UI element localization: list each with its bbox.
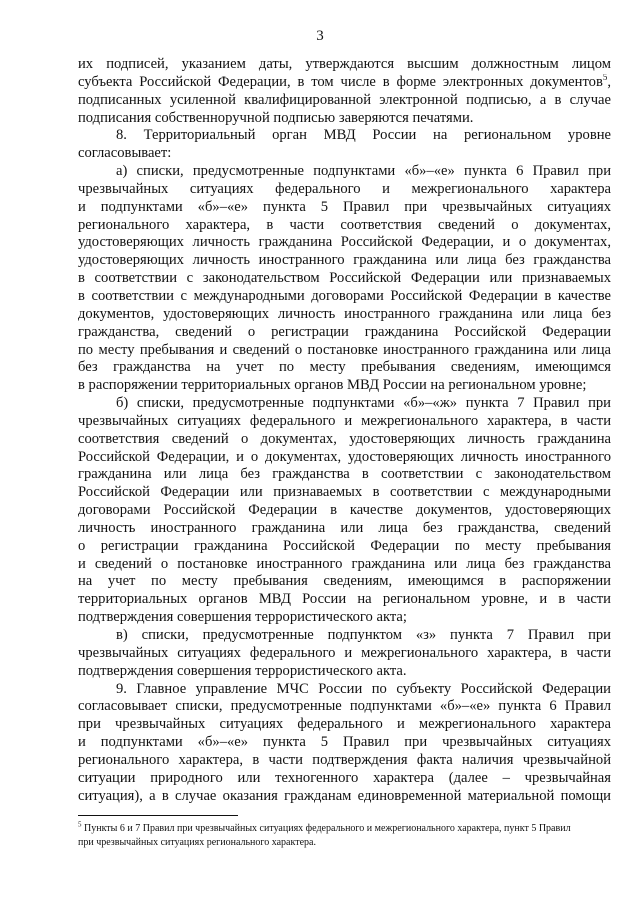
text-line [78,449,611,467]
text-line-content: субъекта Российской Федерации, в том числе в форме электронных документов [78,73,603,90]
text-line-content: чрезвычайных ситуациях федерального и межрегионального характера, в части [78,412,611,429]
text-line [78,110,611,128]
text-line [78,306,611,324]
text-line-content: и подпунктами «б»–«е» пункта 5 Правил при чрезвычайных ситуациях [78,734,611,751]
footnote-line-text: Пункты 6 и 7 Правил при чрезвычайных ситуациях федерального и межрегионального характера, пункт 5 Правил [84,823,571,834]
text-line [78,252,611,270]
text-line-content: в распоряжении территориальных органов МВД России на региональном уровне; [78,377,587,394]
text-line [78,234,611,252]
text-line [78,181,611,199]
text-line-content: договорами Российской Федерации в качестве документов, удостоверяющих [78,502,611,519]
text-line [78,359,611,377]
text-line-content: без гражданства на учет по месту пребывания сведениям, имеющимся [78,359,611,376]
text-line [78,270,611,288]
text-line-content: соответствия сведений о документах, удостоверяющих личность гражданина [78,430,611,447]
text-line-content: 8. Территориальный орган МВД России на региональном уровне [116,127,611,144]
document-body [78,56,611,805]
footnote-mark: 5 [78,820,82,829]
text-line-content: гражданства, сведений о регистрации гражданина Российской Федерации [78,323,611,340]
text-line [78,431,611,449]
text-line [78,502,611,520]
text-line-content: б) списки, предусмотренные подпунктами «б»–«ж» пункта 7 Правил при [116,395,611,412]
text-line-content: согласовывает списки, предусмотренные подпунктами «б»–«е» пункта 6 Правил [78,698,611,715]
text-line [78,484,611,502]
text-line-content: территориальных органов МВД России на региональном уровне, и в части [78,591,611,608]
text-line [78,466,611,484]
text-line [78,324,611,342]
text-line [78,288,611,306]
text-line-content: чрезвычайных ситуациях федерального и межрегионального характера [78,180,611,197]
text-line-content: в соответствии с законодательством Российской Федерации или признаваемых [78,270,611,287]
text-line-content: чрезвычайных ситуациях федерального и межрегионального характера, в части [78,644,611,661]
text-line-content: ситуация), а в случае оказания гражданам единовременной материальной помощи [78,787,611,804]
text-line-content: согласовывает: [78,145,172,162]
text-line [78,645,611,663]
text-line [78,395,611,413]
text-line [78,163,611,181]
text-line-content: по месту пребывания и сведений о постановке иностранного гражданина или лица [78,341,611,358]
text-line-content: на учет по месту пребывания сведениям, имеющимся в распоряжении [78,573,611,590]
text-line-tail: , [607,73,611,90]
text-line-content: удостоверяющих личность иностранного гражданина или лица без гражданства [78,252,611,269]
text-line [78,56,611,74]
text-line-content: подтверждения совершения террористического акта. [78,662,407,679]
text-line [78,770,611,788]
text-line-content: личность иностранного гражданина или лица без гражданства, сведений [78,519,611,536]
text-line [78,681,611,699]
text-line [78,520,611,538]
text-line-content: о регистрации гражданина Российской Федерации по месту пребывания [78,537,611,554]
page-number: 3 [316,28,324,44]
footnote-line [78,822,611,836]
text-line-content: регионального характера, в части подтверждения факта наличия чрезвычайной [78,751,611,768]
text-line [78,145,611,163]
text-line [78,663,611,681]
text-line-content: при чрезвычайных ситуациях федерального и межрегионального характера [78,716,611,733]
text-line [78,342,611,360]
text-line [78,556,611,574]
text-line [78,413,611,431]
text-line [78,199,611,217]
text-line [78,698,611,716]
text-line-content: Российской Федерации или признаваемых в соответствии с международными [78,484,611,501]
text-line-content: в) списки, предусмотренные подпунктом «з» пункта 7 Правил при [116,627,611,643]
text-line [78,716,611,734]
text-line-content: Российской Федерации, и о документах, удостоверяющих личность иностранного [78,448,611,465]
text-line-content: подтверждения совершения террористического акта; [78,609,407,626]
text-line [78,627,611,645]
text-line [78,609,611,627]
text-line-content: и подпунктами «б»–«е» пункта 5 Правил при чрезвычайных ситуациях [78,198,611,215]
text-line [78,734,611,752]
text-line-content: подписания собственноручной подписью заверяются печатями. [78,109,474,126]
text-line [78,788,611,806]
text-line-content: регионального характера, в части соответствия сведений о документах, [78,216,611,233]
text-line [78,573,611,591]
footnote-reference: 5 [602,73,608,82]
text-line-content: 9. Главное управление МЧС России по субъекту Российской Федерации [116,680,611,697]
footnote-divider [78,815,238,816]
text-line-content: ситуации природного или техногенного характера (далее – чрезвычайная [78,769,611,786]
text-line [78,591,611,609]
footnote-line: при чрезвычайных ситуациях регионального характера. [78,837,316,848]
text-line-content: удостоверяющих личность гражданина Российской Федерации, и о документах, [78,234,611,251]
text-line-content: их подписей, указанием даты, утверждаются высшим должностным лицом [78,56,611,72]
text-line-content: а) списки, предусмотренные подпунктами «б»–«е» пункта 6 Правил при [116,163,611,180]
text-line [78,752,611,770]
text-line-content: документов, удостоверяющих личность иностранного гражданина или лица без [78,305,611,322]
text-line [78,217,611,235]
text-line-content: в соответствии с международными договорами Российской Федерации в качестве [78,287,611,304]
text-line [78,92,611,110]
text-line [78,377,611,395]
text-line [78,127,611,145]
text-line [78,538,611,556]
footnote [78,822,611,850]
text-line-content: подписанных усиленной квалифицированной электронной подписью, а в случае [78,91,611,108]
text-line [78,74,611,92]
text-line-content: гражданина или лица без гражданства в соответствии с законодательством [78,466,611,483]
text-line-content: и сведений о постановке иностранного гражданина или лица без гражданства [78,555,611,572]
